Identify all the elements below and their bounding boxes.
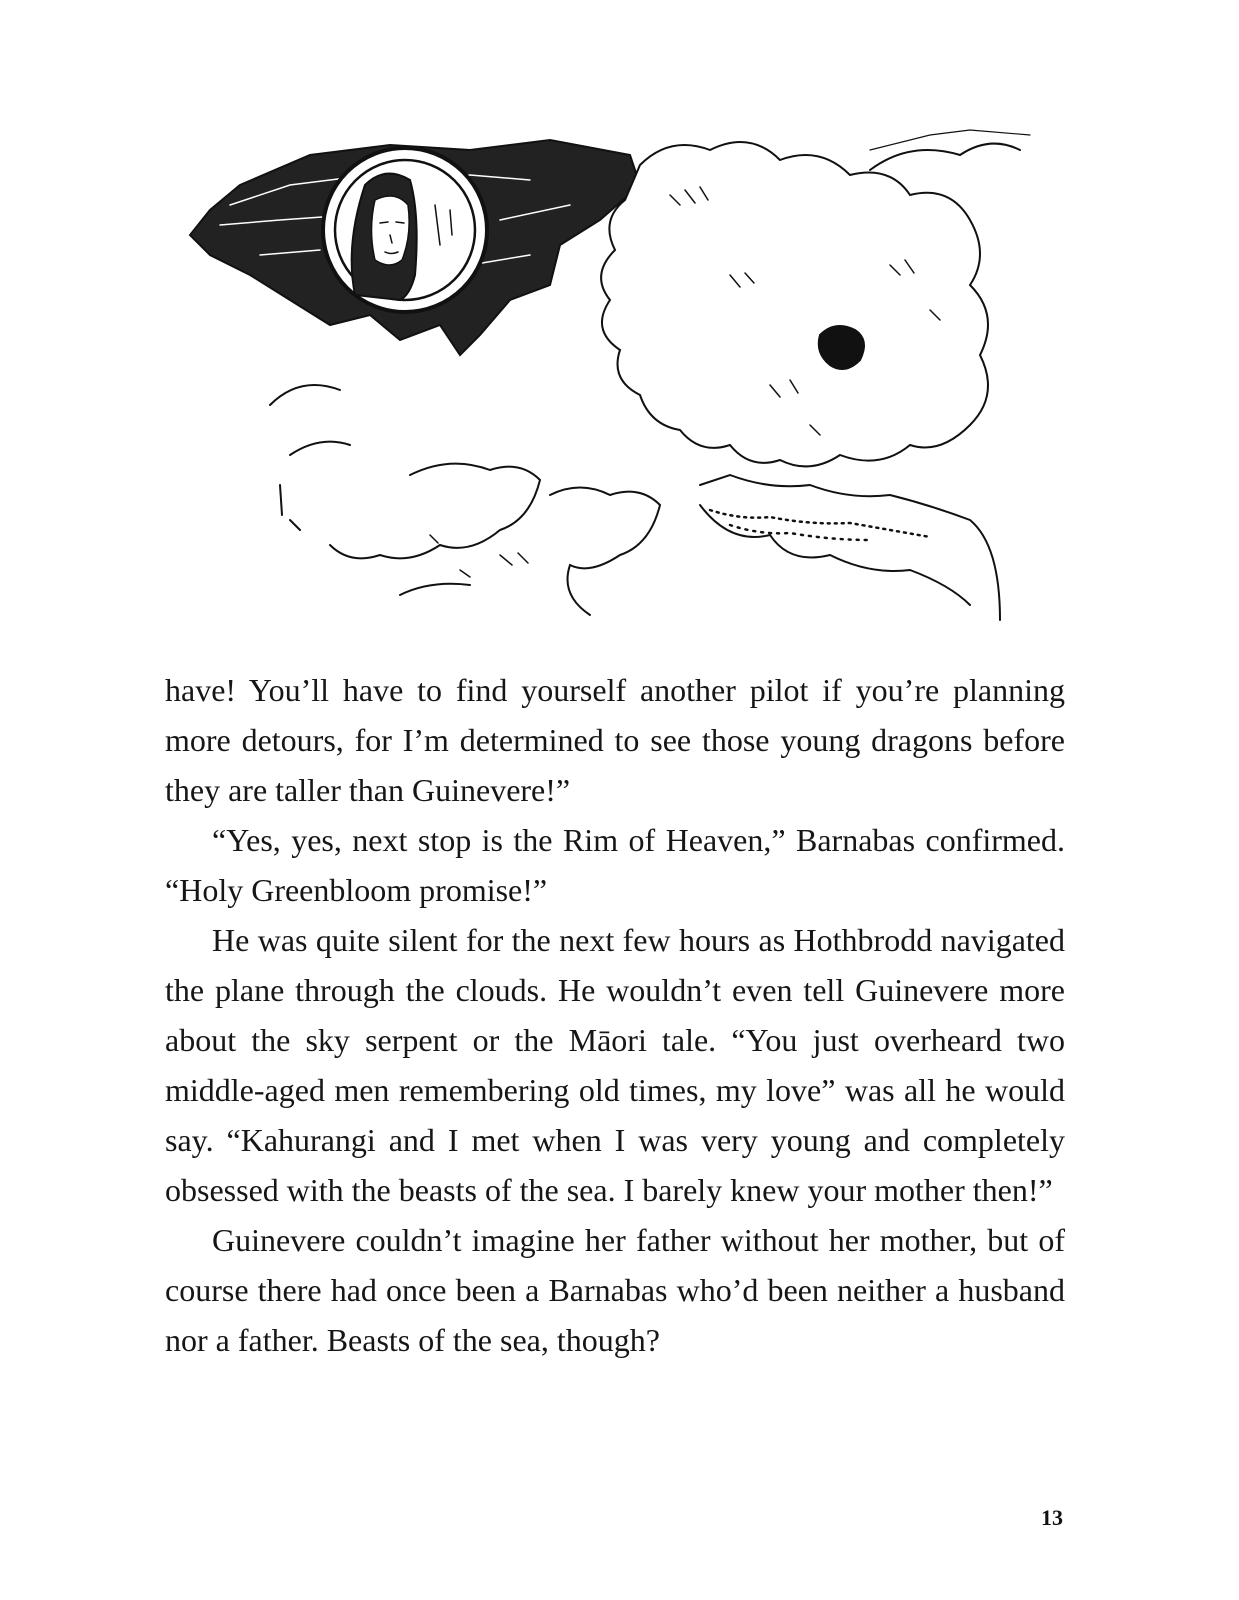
- paragraph-4: Guinevere couldn’t imagine her father without her mother, but of course there had once been a Barnabas who’d been neither a husband nor a father. Beasts of the sea, though?: [165, 1222, 1065, 1358]
- body-text: [165, 665, 1065, 1365]
- page-number: 13: [1041, 1505, 1063, 1530]
- paragraph-3: He was quite silent for the next few hours as Hothbrodd navigated the plane through the clouds. He wouldn’t even tell Guinevere more about the sky serpent or the Māori tale. “You just overheard two middle-aged men remembering old times, my love” was all he would say. “Kahurangi and I met when I was very young and completely obsessed with the beasts of the sea. I barely knew your mother then!”: [165, 922, 1065, 1208]
- paragraph-2: “Yes, yes, next stop is the Rim of Heaven,” Barnabas confirmed. “Holy Greenbloom promise!”: [165, 822, 1065, 908]
- cloud-porthole-illustration: [170, 125, 1050, 630]
- paragraph-1: have! You’ll have to find yourself another pilot if you’re planning more detours, for I’m determined to see those young dragons before they are taller than Guinevere!”: [165, 672, 1065, 808]
